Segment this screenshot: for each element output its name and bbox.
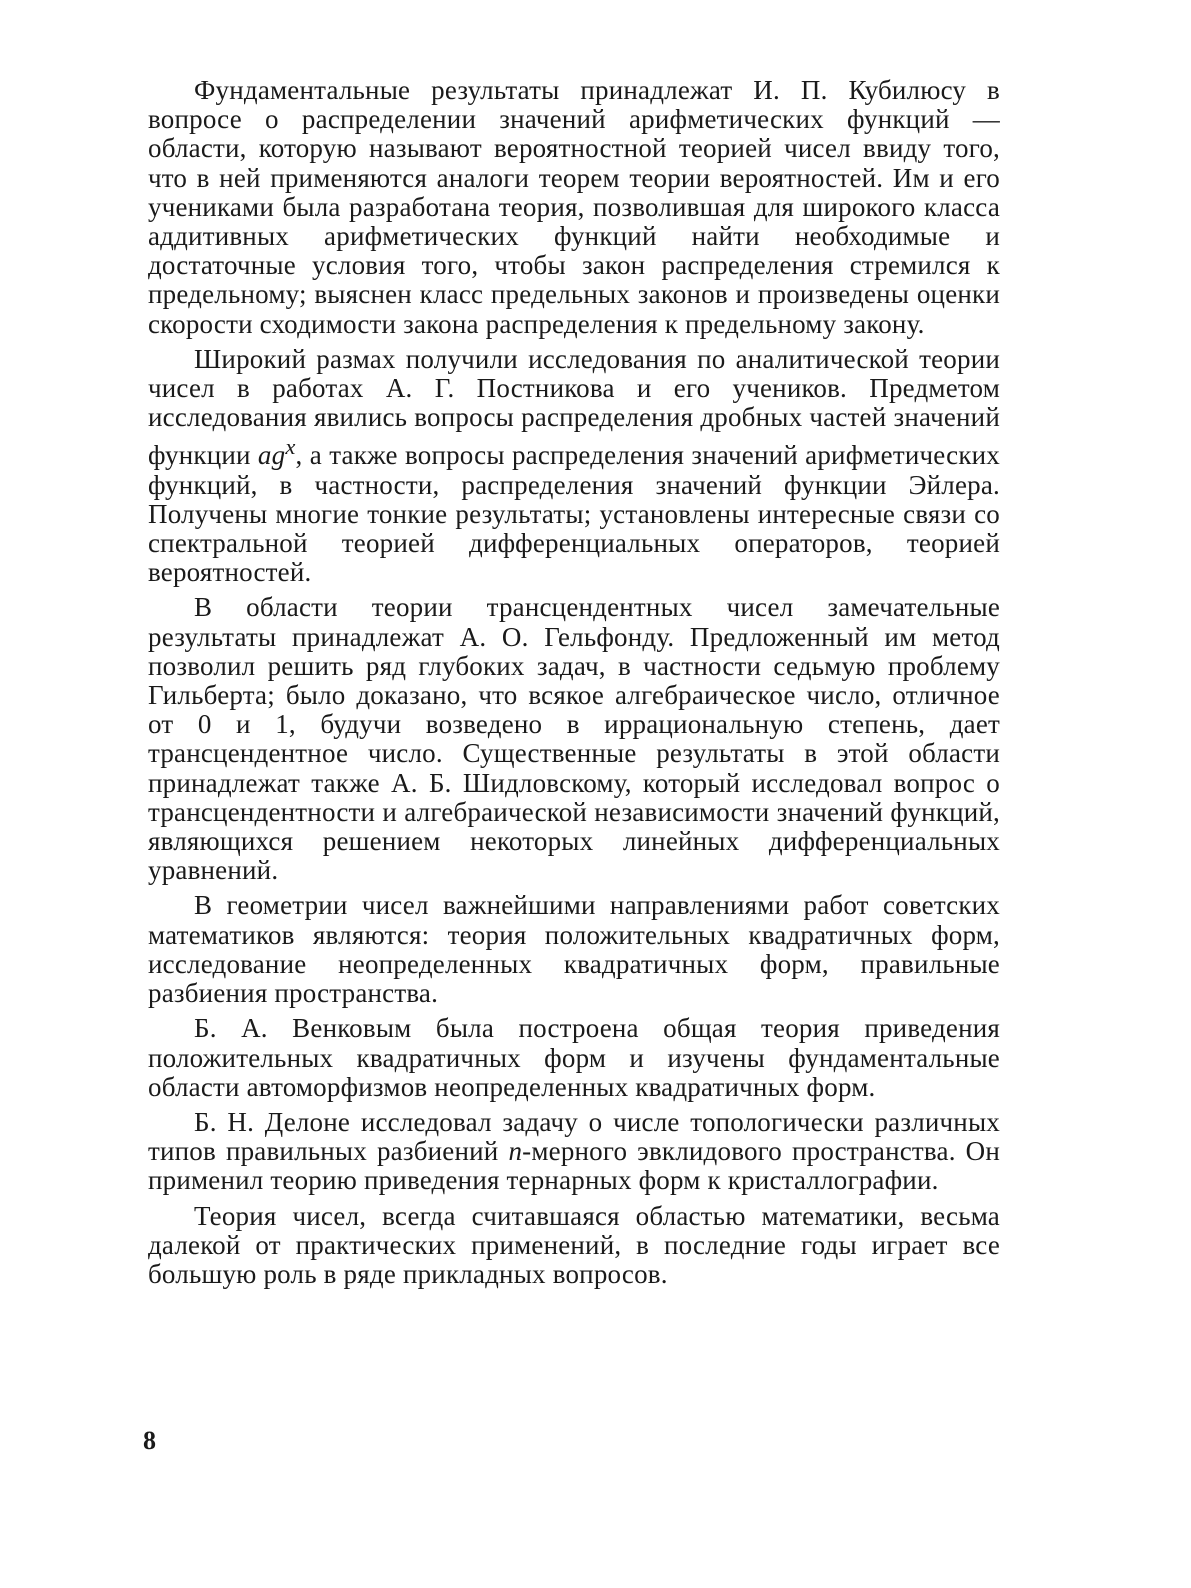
paragraph-delone-after: -мерного эвклидового пространства. Он применил теорию приведения тернарных форм к кристаллографии. [148, 1136, 1000, 1196]
paragraph-delone-before: Б. Н. Делоне исследовал задачу о числе топологически различных типов правильных разбиений [148, 1106, 1000, 1167]
paragraph-kubilius: Фундаментальные результаты принадлежат И. П. Кубилюсу в вопросе о распределении значений арифметических функций — области, которую называют вероятностной теорией чисел ввиду того, что в ней применяются аналоги теорем теории вероятностей. Им и его учениками была разработана теория, позволившая для широкого класса аддитивных арифметических функций найти необходимые и достаточные условия того, чтобы закон распределения стремился к предельному; выяснен класс предельных законов и произведены оценки скорости сходимости закона распределения к предельному закону. [148, 75, 1000, 339]
page-body [148, 76, 1000, 1295]
page-number: 8 [143, 1426, 156, 1455]
paragraph-postnikov-after: , а также вопросы распределения значений арифметических функций, в частности, распределения значений функции Эйлера. Получены многие тонкие результаты; установлены интересные связи со спектральной теорией дифференциальных операторов, теорией вероятностей. [148, 440, 1001, 588]
formula-n: n [508, 1136, 523, 1167]
formula-ag: ag [257, 440, 286, 471]
paragraph-geometry-of-numbers: В геометрии чисел важнейшими направлениями работ советских математиков являются: теория положительных квадратичных форм, исследование неопределенных квадратичных форм, правильные разбиения пространства. [148, 890, 1000, 1009]
paragraph-applications: Теория чисел, всегда считавшаяся областью математики, весьма далекой от практических применений, в последние годы играет все большую роль в ряде прикладных вопросов. [148, 1200, 1000, 1289]
paragraph-delone [148, 1108, 1000, 1196]
paragraph-venkov: Б. А. Венковым была построена общая теория приведения положительных квадратичных форм и изучены фундаментальные области автоморфизмов неопределенных квадратичных форм. [148, 1013, 1000, 1102]
paragraph-postnikov-before: Широкий размах получили исследования по аналитической теории чисел в работах А. Г. Постникова и его учеников. Предметом исследования явились вопросы распределения дробных частей значений функции [148, 343, 1000, 471]
paragraph-postnikov [148, 345, 1000, 588]
formula-superscript-x: x [285, 434, 296, 460]
paragraph-gelfond: В области теории трансцендентных чисел замечательные результаты принадлежат А. О. Гельфонду. Предложенный им метод позволил решить ряд глубоких задач, в частности седьмую проблему Гильберта; было доказано, что всякое алгебраическое число, отличное от 0 и 1, будучи возведено в иррациональную степень, дает трансцендентное число. Существенные результаты в этой области принадлежат также А. Б. Шидловскому, который исследовал вопрос о трансцендентности и алгебраической независимости значений функций, являющихся решением некоторых линейных дифференциальных уравнений. [148, 592, 1000, 886]
